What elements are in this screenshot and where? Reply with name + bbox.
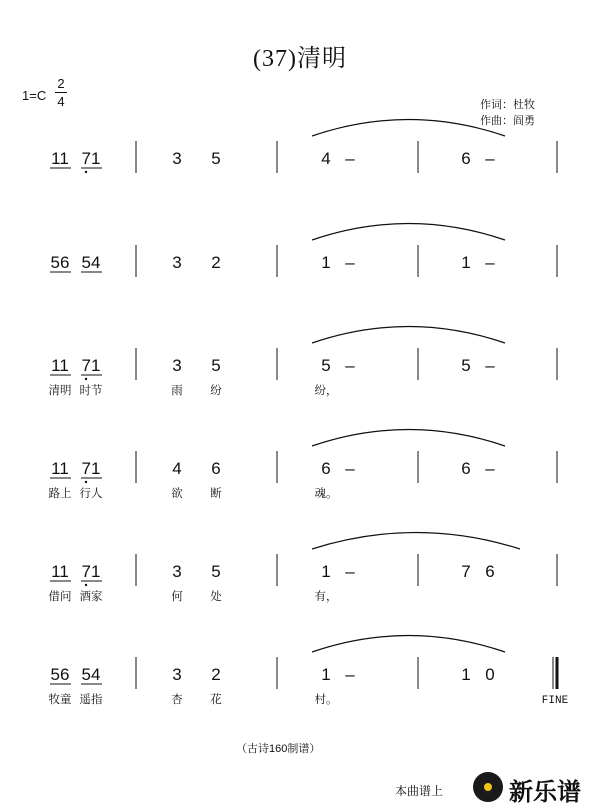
note: 0 bbox=[485, 665, 495, 684]
lyric-syllable: 遥指 bbox=[79, 692, 103, 706]
lyricist-credit: 作词：杜牧 bbox=[480, 99, 535, 111]
note: 5 bbox=[461, 356, 471, 375]
note: – bbox=[345, 356, 355, 375]
note: 5 bbox=[211, 562, 221, 581]
tie-arc bbox=[312, 636, 505, 653]
tie-arc bbox=[312, 533, 520, 550]
octave-dot bbox=[85, 378, 87, 380]
note: 11 bbox=[51, 562, 69, 581]
note: 11 bbox=[51, 149, 69, 168]
note: 71 bbox=[81, 459, 101, 478]
note: – bbox=[345, 459, 355, 478]
note: 2 bbox=[211, 665, 221, 684]
lyric-syllable: 牧童 bbox=[48, 692, 72, 706]
note: 6 bbox=[211, 459, 221, 478]
note: – bbox=[485, 253, 495, 272]
octave-dot bbox=[85, 481, 87, 483]
note: – bbox=[485, 149, 495, 168]
lyric-syllable: 村。 bbox=[314, 692, 338, 706]
note: – bbox=[345, 562, 355, 581]
note: 4 bbox=[172, 459, 182, 478]
note: 71 bbox=[81, 149, 101, 168]
lyric-syllable: 清明 bbox=[48, 383, 72, 397]
note: 54 bbox=[81, 665, 101, 684]
note: – bbox=[345, 665, 355, 684]
lyric-syllable: 借问 bbox=[48, 589, 72, 603]
note: – bbox=[345, 149, 355, 168]
note: 11 bbox=[51, 459, 69, 478]
footer-note: （古诗160制谱） bbox=[236, 743, 321, 755]
lyric-syllable: 有， bbox=[314, 589, 338, 603]
note: 54 bbox=[81, 253, 101, 272]
note: 3 bbox=[172, 665, 182, 684]
note: 3 bbox=[172, 253, 182, 272]
note: – bbox=[485, 356, 495, 375]
note: 5 bbox=[211, 356, 221, 375]
note: 4 bbox=[321, 149, 331, 168]
lyric-syllable: 花 bbox=[210, 692, 222, 706]
lyric-syllable: 纷 bbox=[210, 383, 222, 397]
note: 71 bbox=[81, 356, 101, 375]
lyric-syllable: 行人 bbox=[79, 486, 103, 500]
octave-dot bbox=[85, 584, 87, 586]
note: 1 bbox=[461, 253, 471, 272]
lyric-syllable: 酒家 bbox=[79, 589, 103, 603]
note: 6 bbox=[485, 562, 495, 581]
note: 1 bbox=[321, 562, 331, 581]
note: 3 bbox=[172, 356, 182, 375]
note: – bbox=[345, 253, 355, 272]
lyric-syllable: 杏 bbox=[171, 692, 183, 706]
score-title: (37)清明 bbox=[253, 46, 347, 72]
tie-arc bbox=[312, 224, 505, 241]
note: 1 bbox=[321, 665, 331, 684]
lyric-syllable: 纷， bbox=[314, 383, 338, 397]
lyric-syllable: 雨 bbox=[171, 383, 183, 397]
lyric-syllable: 路上 bbox=[48, 486, 72, 500]
time-signature-top: 2 bbox=[57, 76, 65, 91]
vinyl-record-icon bbox=[473, 772, 503, 802]
note: 5 bbox=[211, 149, 221, 168]
lyric-syllable: 时节 bbox=[79, 383, 103, 397]
note: 5 bbox=[321, 356, 331, 375]
tie-arc bbox=[312, 120, 505, 137]
time-signature-bottom: 4 bbox=[57, 94, 65, 109]
octave-dot bbox=[85, 171, 87, 173]
tie-arc bbox=[312, 327, 505, 344]
note: 6 bbox=[461, 149, 471, 168]
note: 3 bbox=[172, 562, 182, 581]
lyric-syllable: 断 bbox=[210, 486, 222, 500]
note: 71 bbox=[81, 562, 101, 581]
lyric-syllable: 魂。 bbox=[314, 486, 338, 500]
note: 56 bbox=[50, 253, 70, 272]
note: 6 bbox=[321, 459, 331, 478]
lyric-syllable: 何 bbox=[171, 589, 183, 603]
note: – bbox=[485, 459, 495, 478]
note: 56 bbox=[50, 665, 70, 684]
brand-label: 本曲谱上 bbox=[395, 784, 444, 798]
end-mark: FINE bbox=[541, 695, 569, 707]
lyric-syllable: 欲 bbox=[171, 486, 183, 500]
key-signature: 1=C bbox=[22, 88, 47, 103]
note: 1 bbox=[461, 665, 471, 684]
note: 11 bbox=[51, 356, 69, 375]
composer-credit: 作曲：阎勇 bbox=[480, 115, 535, 127]
tie-arc bbox=[312, 430, 505, 447]
lyric-syllable: 处 bbox=[210, 589, 222, 603]
note: 7 bbox=[461, 562, 471, 581]
note: 6 bbox=[461, 459, 471, 478]
note: 3 bbox=[172, 149, 182, 168]
note: 2 bbox=[211, 253, 221, 272]
note: 1 bbox=[321, 253, 331, 272]
brand-name: 新乐谱 bbox=[509, 778, 581, 806]
